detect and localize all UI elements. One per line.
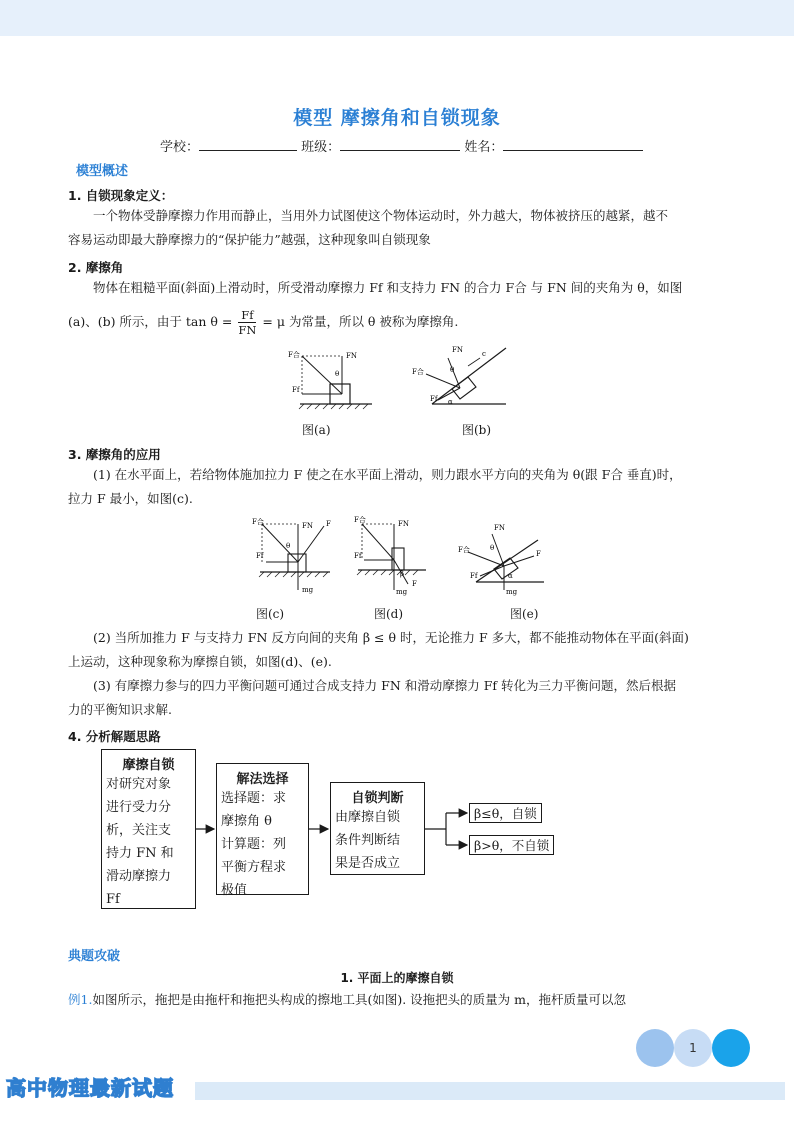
caption-e: 图(e) (510, 607, 539, 621)
label-theta-c: θ (286, 542, 291, 550)
label-ff-b: Ff (430, 395, 438, 403)
label-fhe-a: F合 (288, 351, 300, 359)
section3-p1-line1: (1) 在水平面上，若给物体施加拉力 F 使之在水平面上滑动，则力跟水平方向的夹角为 θ(跟 F合 垂直)时， (93, 467, 682, 482)
example-label: 例1. (68, 992, 93, 1007)
name-label: 姓名： (464, 140, 504, 155)
label-ff-a: Ff (292, 386, 300, 394)
label-ff-e: Ff (470, 572, 478, 580)
flow-box1-line: 析，关注支 (106, 823, 172, 838)
section2-heading: 2. 摩擦角 (68, 260, 124, 275)
label-mg-c: mg (302, 586, 314, 594)
label-fhe-d: F合 (354, 516, 366, 524)
caption-a: 图(a) (302, 423, 331, 437)
label-fn-e: FN (494, 524, 505, 532)
page-number: 1 (689, 1041, 697, 1055)
section3-heading: 3. 摩擦角的应用 (68, 447, 161, 462)
example-1 (68, 988, 626, 1012)
fraction-denominator: FN (238, 323, 257, 337)
label-f-e: F (536, 550, 541, 558)
flow-box1-line: Ff (106, 892, 120, 907)
page-title: 模型 摩擦角和自锁现象 (293, 107, 501, 129)
section2-line1: 物体在粗糙平面(斜面)上滑动时，所受滑动摩擦力 Ff 和支持力 FN 的合力 F合 与 FN 间的夹角为 θ，如图 (93, 280, 683, 295)
flow-box2-line: 摩擦角 θ (221, 814, 272, 829)
label-alpha-b: α (448, 398, 453, 406)
page-number-badge (636, 1029, 750, 1067)
flow-box2-line: 平衡方程求 (221, 860, 287, 875)
label-beta-d: β (400, 570, 405, 578)
section3-p3-line2: 力的平衡知识求解. (68, 702, 172, 717)
label-ff-d: Ff (354, 552, 362, 560)
flow-box2-line: 选择题：求 (221, 791, 287, 806)
flow-box2-line: 极值 (221, 883, 248, 898)
flow-box2-line: 计算题：列 (221, 837, 287, 852)
flow-box3-line: 由摩擦自锁 (335, 810, 401, 825)
section3-p2-line1: (2) 当所加推力 F 与支持力 FN 反方向间的夹角 β ≤ θ 时，无论推力 F 多大，都不能推动物体在平面(斜面) (93, 630, 689, 645)
footer-band (195, 1082, 785, 1100)
flow-box3-line: 条件判断结 (335, 833, 401, 848)
label-f-c: F (326, 520, 331, 528)
section1-line2: 容易运动即最大静摩擦力的“保护能力”越强，这种现象叫自锁现象 (68, 232, 431, 247)
flow-box1-line: 对研究对象 (106, 777, 172, 792)
flow-box1-title: 摩擦自锁 (122, 758, 175, 773)
label-ff-c: Ff (256, 552, 264, 560)
caption-d: 图(d) (374, 607, 404, 621)
label-theta-e: θ (490, 544, 495, 552)
flow-box2-title: 解法选择 (236, 772, 289, 787)
section4-heading: 4. 分析解题思路 (68, 729, 161, 744)
section3-p2-line2: 上运动，这种现象称为摩擦自锁，如图(d)、(e). (68, 654, 332, 669)
typical-heading: 典题攻破 (68, 949, 121, 964)
caption-b: 图(b) (462, 423, 492, 437)
label-fn-b: FN (452, 346, 463, 354)
flow-box1-line: 持力 FN 和 (106, 846, 174, 861)
label-fhe-b: F合 (412, 368, 424, 376)
result-no-lock: β>θ，不自锁 (469, 835, 554, 855)
label-theta-b: θ (450, 366, 455, 374)
flow-box1-line: 进行受力分 (106, 800, 172, 815)
flow-box3-line: 果是否成立 (335, 856, 401, 871)
section1-line1: 一个物体受静摩擦力作用而静止，当用外力试图使这个物体运动时，外力越大，物体被挤压的越紧，越不 (93, 208, 669, 223)
label-fn-d: FN (398, 520, 409, 528)
label-mg-e: mg (506, 588, 518, 596)
formula-suffix: = μ 为常量，所以 θ 被称为摩擦角. (262, 314, 459, 329)
label-fn-c: FN (302, 522, 313, 530)
school-label: 学校： (160, 140, 200, 155)
footer-logo: 高中物理最新试题 (6, 1076, 174, 1100)
overview-heading: 模型概述 (76, 164, 129, 179)
example-text: 如图所示，拖把是由拖杆和拖把头构成的擦地工具(如图). 设拖把头的质量为 m，拖杆质量可以忽 (92, 992, 626, 1007)
section3-p3-line1: (3) 有摩擦力参与的四力平衡问题可通过合成支持力 FN 和滑动摩擦力 Ff 转化为三力平衡问题，然后根据 (93, 678, 676, 693)
badge-circle-left (636, 1029, 674, 1067)
flow-box3-title: 自锁判断 (351, 791, 404, 806)
formula-prefix: (a)、(b) 所示，由于 tan θ = (68, 314, 233, 329)
section1-heading: 1. 自锁现象定义： (68, 188, 174, 203)
result-self-lock: β≤θ，自锁 (469, 803, 542, 823)
label-theta-a: θ (335, 370, 340, 378)
label-f-d: F (412, 580, 417, 588)
class-label: 班级： (301, 140, 341, 155)
section3-p1-line2: 拉力 F 最小，如图(c). (68, 491, 193, 506)
label-fhe-c: F合 (252, 518, 264, 526)
sub-heading: 1. 平面上的摩擦自锁 (340, 971, 454, 985)
flow-box1-line: 滑动摩擦力 (106, 869, 172, 884)
label-mg-d: mg (396, 588, 408, 596)
label-alpha-e: α (508, 572, 513, 580)
label-c-b: c (482, 350, 486, 358)
label-fn-a: FN (346, 352, 357, 360)
caption-c: 图(c) (256, 607, 285, 621)
fraction-numerator: Ff (238, 308, 256, 323)
label-fhe-e: F合 (458, 546, 470, 554)
badge-circle-right (712, 1029, 750, 1067)
